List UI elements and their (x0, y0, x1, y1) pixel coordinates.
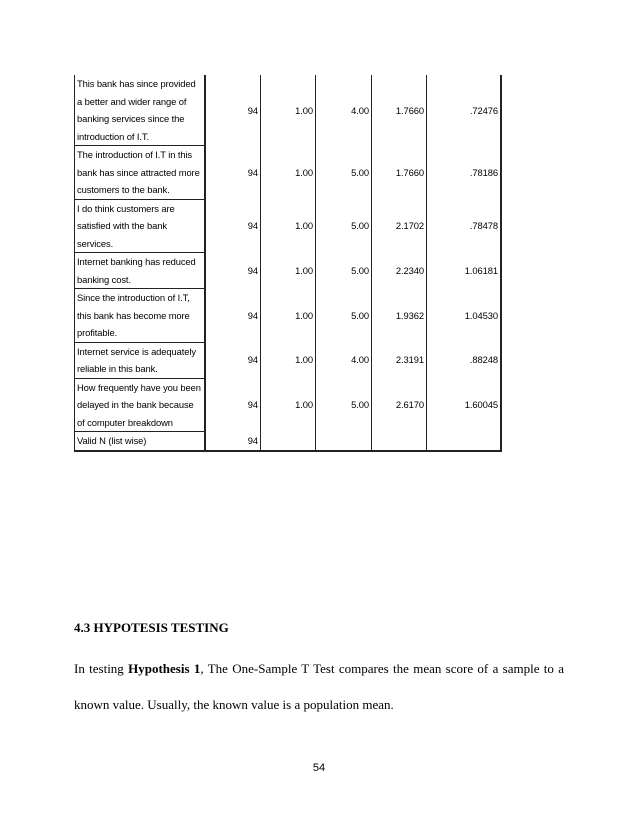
cell-maximum: 5.00 (316, 253, 372, 289)
cell-minimum: 1.00 (261, 253, 316, 289)
cell-minimum: 1.00 (261, 289, 316, 343)
cell-mean: 1.7660 (372, 75, 427, 146)
valid-n-label: Valid N (list wise) (75, 432, 206, 451)
cell-maximum: 5.00 (316, 146, 372, 200)
cell-maximum: 5.00 (316, 378, 372, 432)
cell-n: 94 (205, 199, 261, 253)
table-row (75, 199, 502, 253)
cell-empty (316, 432, 372, 451)
row-label: I do think customers are satisfied with the bank services. (75, 199, 206, 253)
table-row (75, 289, 502, 343)
cell-mean: 2.1702 (372, 199, 427, 253)
row-label: The introduction of I.T in this bank has since attracted more customers to the bank. (75, 146, 206, 200)
cell-minimum: 1.00 (261, 342, 316, 378)
row-label: Internet banking has reduced banking cost. (75, 253, 206, 289)
cell-mean: 2.2340 (372, 253, 427, 289)
cell-empty (261, 432, 316, 451)
cell-n: 94 (205, 289, 261, 343)
cell-minimum: 1.00 (261, 75, 316, 146)
section-heading: 4.3 HYPOTESIS TESTING (74, 620, 229, 635)
cell-maximum: 5.00 (316, 289, 372, 343)
cell-n: 94 (205, 378, 261, 432)
cell-n: 94 (205, 253, 261, 289)
table-row (75, 146, 502, 200)
cell-maximum: 4.00 (316, 342, 372, 378)
table-row (75, 75, 502, 146)
descriptive-statistics-table (74, 75, 502, 452)
cell-maximum: 4.00 (316, 75, 372, 146)
intro-text: In testing (74, 661, 129, 676)
table-row (75, 253, 502, 289)
row-label: This bank has since provided a better and wider range of banking services since the introduction of I.T. (75, 75, 206, 146)
cell-n: 94 (205, 75, 261, 146)
cell-n: 94 (205, 146, 261, 200)
cell-n: 94 (205, 342, 261, 378)
cell-empty (372, 432, 427, 451)
row-label: How frequently have you been delayed in the bank because of computer breakdown (75, 378, 206, 432)
cell-mean: 2.3191 (372, 342, 427, 378)
cell-mean: 1.9362 (372, 289, 427, 343)
cell-minimum: 1.00 (261, 199, 316, 253)
cell-minimum: 1.00 (261, 146, 316, 200)
page-number: 54 (312, 762, 326, 774)
cell-std-deviation: 1.04530 (427, 289, 502, 343)
cell-minimum: 1.00 (261, 378, 316, 432)
cell-mean: 2.6170 (372, 378, 427, 432)
cell-mean: 1.7660 (372, 146, 427, 200)
cell-empty (427, 432, 502, 451)
body-paragraph (74, 651, 564, 723)
row-label: Since the introduction of I.T, this bank has become more profitable. (75, 289, 206, 343)
table-row (75, 378, 502, 432)
row-label: Internet service is adequately reliable in this bank. (75, 342, 206, 378)
cell-std-deviation: .88248 (427, 342, 502, 378)
body-text: , The One-Sample T Test compares the mean score of a sample to a known value. Usually, the known value is a population mean. (74, 661, 565, 712)
table-row (75, 342, 502, 378)
cell-std-deviation: .72476 (427, 75, 502, 146)
cell-maximum: 5.00 (316, 199, 372, 253)
cell-std-deviation: .78186 (427, 146, 502, 200)
cell-std-deviation: 1.60045 (427, 378, 502, 432)
cell-n: 94 (205, 432, 261, 451)
cell-std-deviation: .78478 (427, 199, 502, 253)
cell-std-deviation: 1.06181 (427, 253, 502, 289)
valid-n-row (75, 432, 502, 451)
hypothesis-label: Hypothesis 1 (128, 661, 201, 676)
